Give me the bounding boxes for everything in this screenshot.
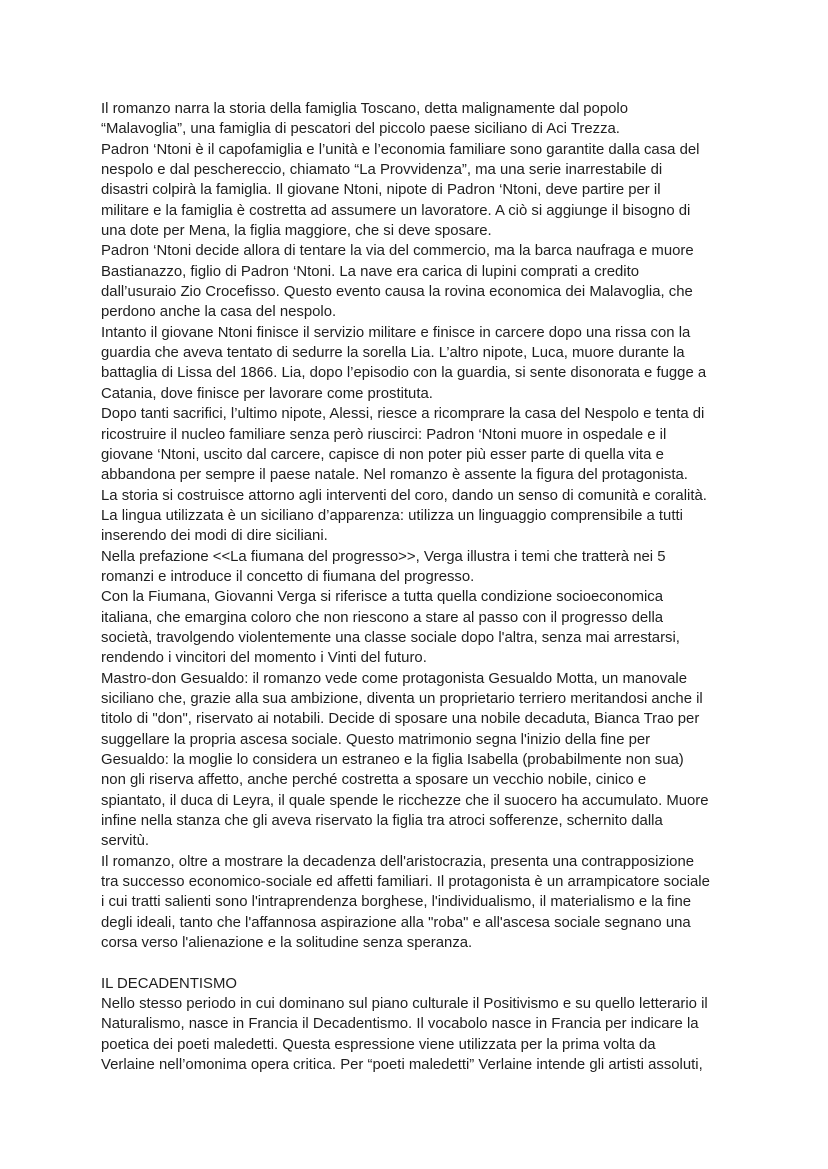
text-line: Verlaine nell’omonima opera critica. Per “poeti maledetti” Verlaine intende gli artisti assoluti, — [101, 1057, 703, 1074]
text-line: poetica dei poeti maledetti. Questa espressione viene utilizzata per la prima volta da — [101, 1036, 656, 1053]
text-line: i cui tratti salienti sono l'intraprendenza borghese, l'individualismo, il materialismo e la fine — [101, 894, 692, 911]
text-line: Con la Fiumana, Giovanni Verga si riferisce a tutta quella condizione socioeconomica — [101, 589, 664, 606]
text-line: “Malavoglia”, una famiglia di pescatori del piccolo paese siciliano di Aci Trezza. — [101, 121, 620, 138]
document-body — [101, 99, 731, 1076]
text-line: corsa verso l'alienazione e la solitudine senza speranza. — [101, 935, 473, 952]
text-line: Dopo tanti sacrifici, l’ultimo nipote, Alessi, riesce a ricomprare la casa del Nespolo e tenta di — [101, 406, 705, 423]
text-line: tra successo economico-sociale ed affetti familiari. Il protagonista è un arrampicatore sociale — [101, 874, 710, 891]
text-line: servitù. — [101, 833, 149, 850]
text-line: società, travolgendo violentemente una classe sociale dopo l'altra, senza mai arrestarsi, — [101, 629, 680, 646]
text-line: battaglia di Lissa del 1866. Lia, dopo l’episodio con la guardia, si sente disonorata e fugge a — [101, 365, 707, 382]
text-line: Padron ‘Ntoni decide allora di tentare la via del commercio, ma la barca naufraga e muore — [101, 243, 694, 260]
text-line: militare e la famiglia è costretta ad assumere un lavoratore. A ciò si aggiunge il bisogno di — [101, 202, 691, 219]
text-line: Naturalismo, nasce in Francia il Decadentismo. Il vocabolo nasce in Francia per indicare la — [101, 1016, 699, 1033]
text-line: giovane ‘Ntoni, uscito dal carcere, capisce di non poter più esser parte di quella vita e — [101, 446, 664, 463]
text-line: inserendo dei modi di dire siciliani. — [101, 528, 328, 545]
text-line: rendendo i vincitori del momento i Vinti del futuro. — [101, 650, 427, 667]
text-line: Catania, dove finisce per lavorare come prostituta. — [101, 385, 433, 402]
text-line: La lingua utilizzata è un siciliano d’apparenza: utilizza un linguaggio comprensibile a tutti — [101, 507, 683, 524]
text-line: suggellare la propria ascesa sociale. Questo matrimonio segna l'inizio della fine per — [101, 731, 651, 748]
text-line: Il romanzo narra la storia della famiglia Toscano, detta malignamente dal popolo — [101, 101, 628, 117]
text-line: La storia si costruisce attorno agli interventi del coro, dando un senso di comunità e coralità. — [101, 487, 707, 504]
text-line: Bastianazzo, figlio di Padron ‘Ntoni. La nave era carica di lupini comprati a credito — [101, 263, 640, 280]
text-line: Padron ‘Ntoni è il capofamiglia e l’unità e l’economia familiare sono garantite dalla casa del — [101, 141, 700, 158]
text-line: romanzi e introduce il concetto di fiumana del progresso. — [101, 568, 475, 585]
text-line: ricostruire il nucleo familiare senza però riuscirci: Padron ‘Ntoni muore in ospedale e il — [101, 426, 667, 443]
text-line: non gli riserva affetto, anche perché costretta a sposare un vecchio nobile, cinico e — [101, 772, 647, 789]
text-line: Nella prefazione <<La fiumana del progresso>>, Verga illustra i temi che tratterà nei 5 — [101, 548, 666, 565]
paragraph-gap — [101, 953, 731, 973]
text-line: Nello stesso periodo in cui dominano sul piano culturale il Positivismo e su quello letterario il — [101, 996, 708, 1013]
text-line: perdono anche la casa del nespolo. — [101, 304, 337, 321]
text-line: spiantato, il duca di Leyra, il quale spende le ricchezze che il suocero ha accumulato. Muore — [101, 792, 709, 809]
text-line: infine nella stanza che gli aveva riservato la figlia tra atroci sofferenze, schernito dalla — [101, 813, 663, 830]
text-line: dall’usuraio Zio Crocefisso. Questo evento causa la rovina economica dei Malavoglia, che — [101, 284, 693, 301]
text-line: Mastro-don Gesualdo: il romanzo vede come protagonista Gesualdo Motta, un manovale — [101, 670, 688, 687]
section-heading: IL DECADENTISMO — [101, 975, 237, 992]
text-line: Il romanzo, oltre a mostrare la decadenza dell'aristocrazia, presenta una contrapposizione — [101, 853, 695, 870]
text-line: nespolo e dal peschereccio, chiamato “La Provvidenza”, ma una serie inarrestabile di — [101, 162, 663, 179]
text-line: italiana, che emargina coloro che non riescono a stare al passo con il progresso della — [101, 609, 664, 626]
text-line: abbandona per sempre il paese natale. Nel romanzo è assente la figura del protagonista. — [101, 467, 688, 484]
text-line: Intanto il giovane Ntoni finisce il servizio militare e finisce in carcere dopo una rissa con la — [101, 324, 691, 341]
text-line: degli ideali, tanto che l'affannosa aspirazione alla "roba" e all'ascesa sociale segnano una — [101, 914, 691, 931]
text-line: siciliano che, grazie alla sua ambizione, diventa un proprietario terriero meritandosi anche il — [101, 690, 703, 707]
text-line: una dote per Mena, la figlia maggiore, che si deve sposare. — [101, 223, 492, 240]
text-line: guardia che aveva tentato di sedurre la sorella Lia. L’altro nipote, Luca, muore durante la — [101, 345, 685, 362]
text-line: disastri colpirà la famiglia. Il giovane Ntoni, nipote di Padron ‘Ntoni, deve partire per il — [101, 182, 661, 199]
text-line: titolo di "don", riservato ai notabili. Decide di sposare una nobile decaduta, Bianca Trao per — [101, 711, 700, 728]
text-line: Gesualdo: la moglie lo considera un estraneo e la figlia Isabella (probabilmente non sua) — [101, 752, 684, 768]
